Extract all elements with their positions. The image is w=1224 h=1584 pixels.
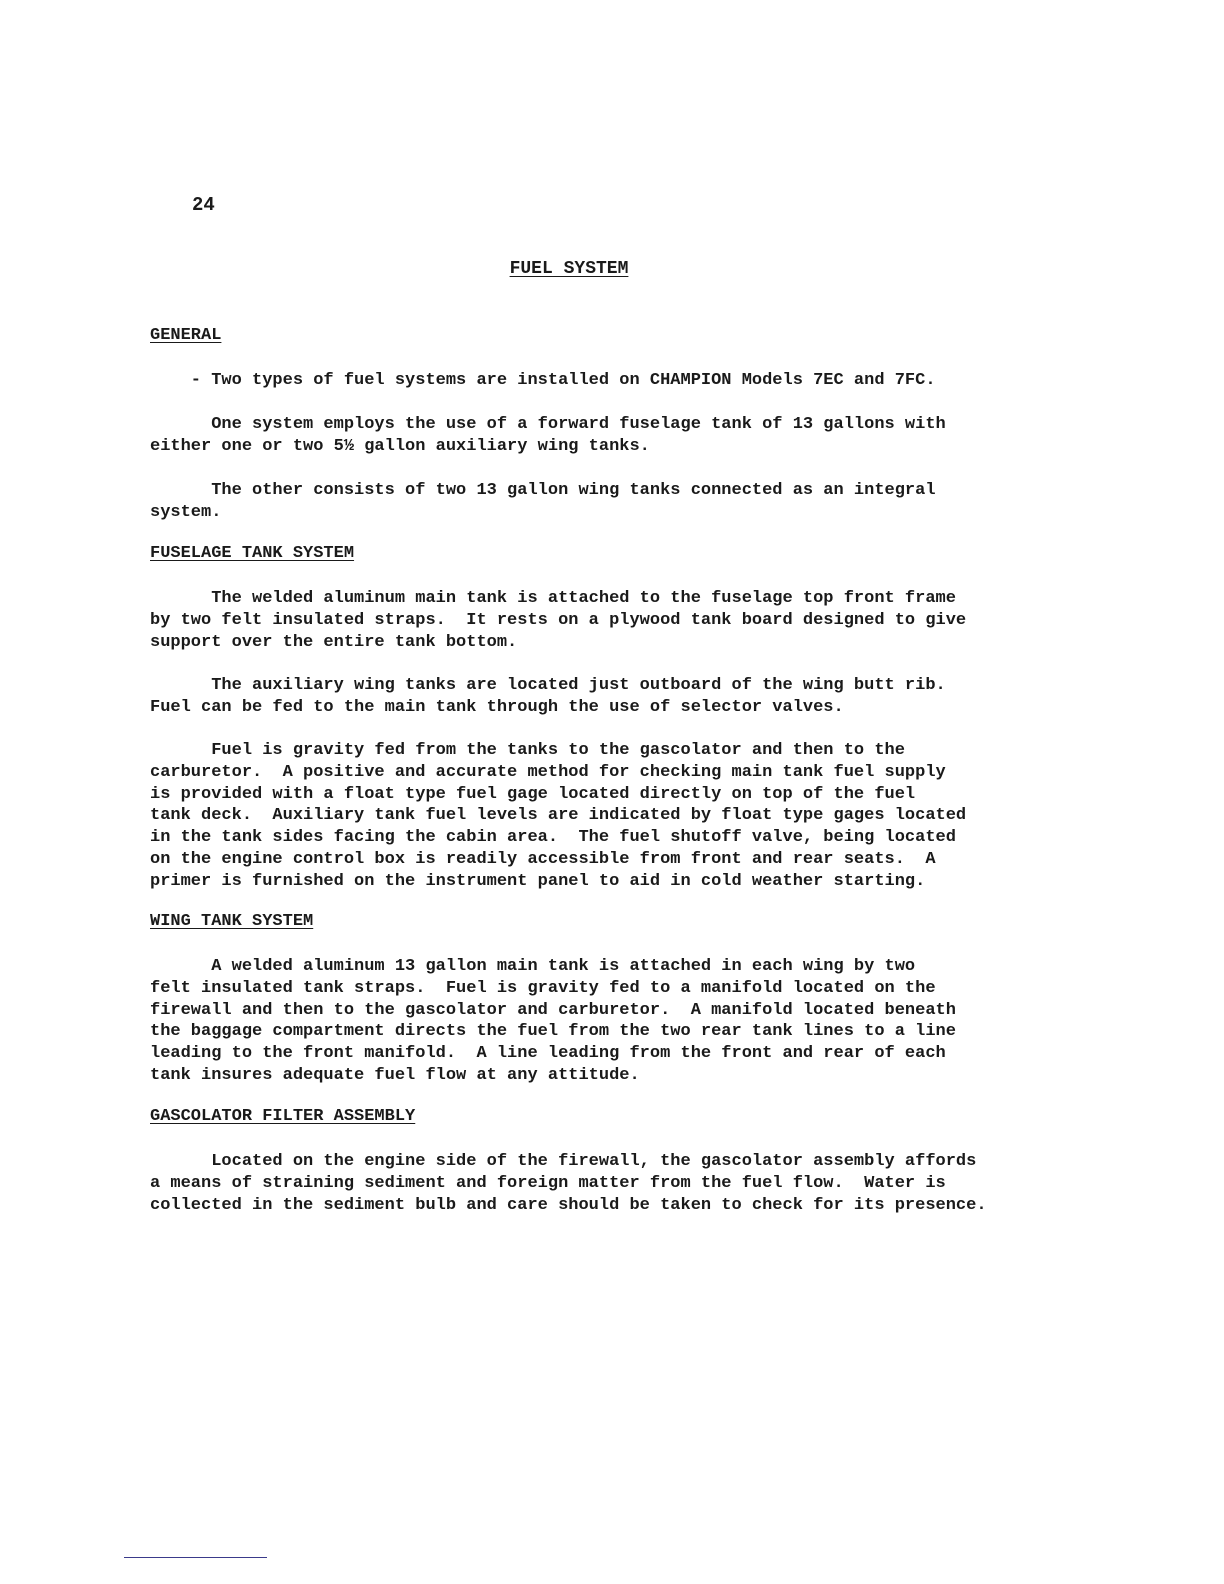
- section-heading-wing: WING TANK SYSTEM: [150, 912, 314, 931]
- section-heading-fuselage: FUSELAGE TANK SYSTEM: [150, 544, 355, 563]
- paragraph-fuselage-1: The welded aluminum main tank is attached to the fuselage top front frame by two felt insulated straps. It rests on a plywood tank board designed to give support over the entire tank bottom.: [150, 589, 967, 652]
- section-heading-gascolator: GASCOLATOR FILTER ASSEMBLY: [150, 1107, 416, 1126]
- paragraph-general-3: The other consists of two 13 gallon wing tanks connected as an integral system.: [150, 481, 936, 522]
- footnote-rule: [124, 1557, 267, 1558]
- page-title: FUEL SYSTEM: [509, 259, 629, 279]
- paragraph-fuselage-3: Fuel is gravity fed from the tanks to the gascolator and then to the carburetor. A positive and accurate method for checking main tank fuel supply is provided with a float type fuel gage located directly on top of the fuel tank deck. Auxiliary tank fuel levels are indicated by float type gages located in the tank sides facing the cabin area. The fuel shutoff valve, being located on the engine control box is readily accessible from front and rear seats. A primer is furnished on the instrument panel to aid in cold weather starting.: [150, 741, 967, 891]
- paragraph-fuselage-2: The auxiliary wing tanks are located just outboard of the wing butt rib. Fuel can be fed to the main tank through the use of selector valves.: [150, 676, 946, 717]
- page-number: 24: [192, 194, 215, 216]
- section-heading-general: GENERAL: [150, 326, 222, 345]
- paragraph-general-1: - Two types of fuel systems are installed on CHAMPION Models 7EC and 7FC.: [150, 371, 936, 390]
- paragraph-wing-1: A welded aluminum 13 gallon main tank is attached in each wing by two felt insulated tank straps. Fuel is gravity fed to a manifold located on the firewall and then to the gascolator and carburetor. A manifold located beneath the baggage compartment directs the fuel from the two rear tank lines to a line leading to the front manifold. A line leading from the front and rear of each tank insures adequate fuel flow at any attitude.: [150, 957, 956, 1085]
- paragraph-general-2: One system employs the use of a forward fuselage tank of 13 gallons with either one or two 5½ gallon auxiliary wing tanks.: [150, 415, 946, 456]
- paragraph-gascolator-1: Located on the engine side of the firewall, the gascolator assembly affords a means of straining sediment and foreign matter from the fuel flow. Water is collected in the sediment bulb and care should be taken to check for its presence.: [150, 1152, 987, 1215]
